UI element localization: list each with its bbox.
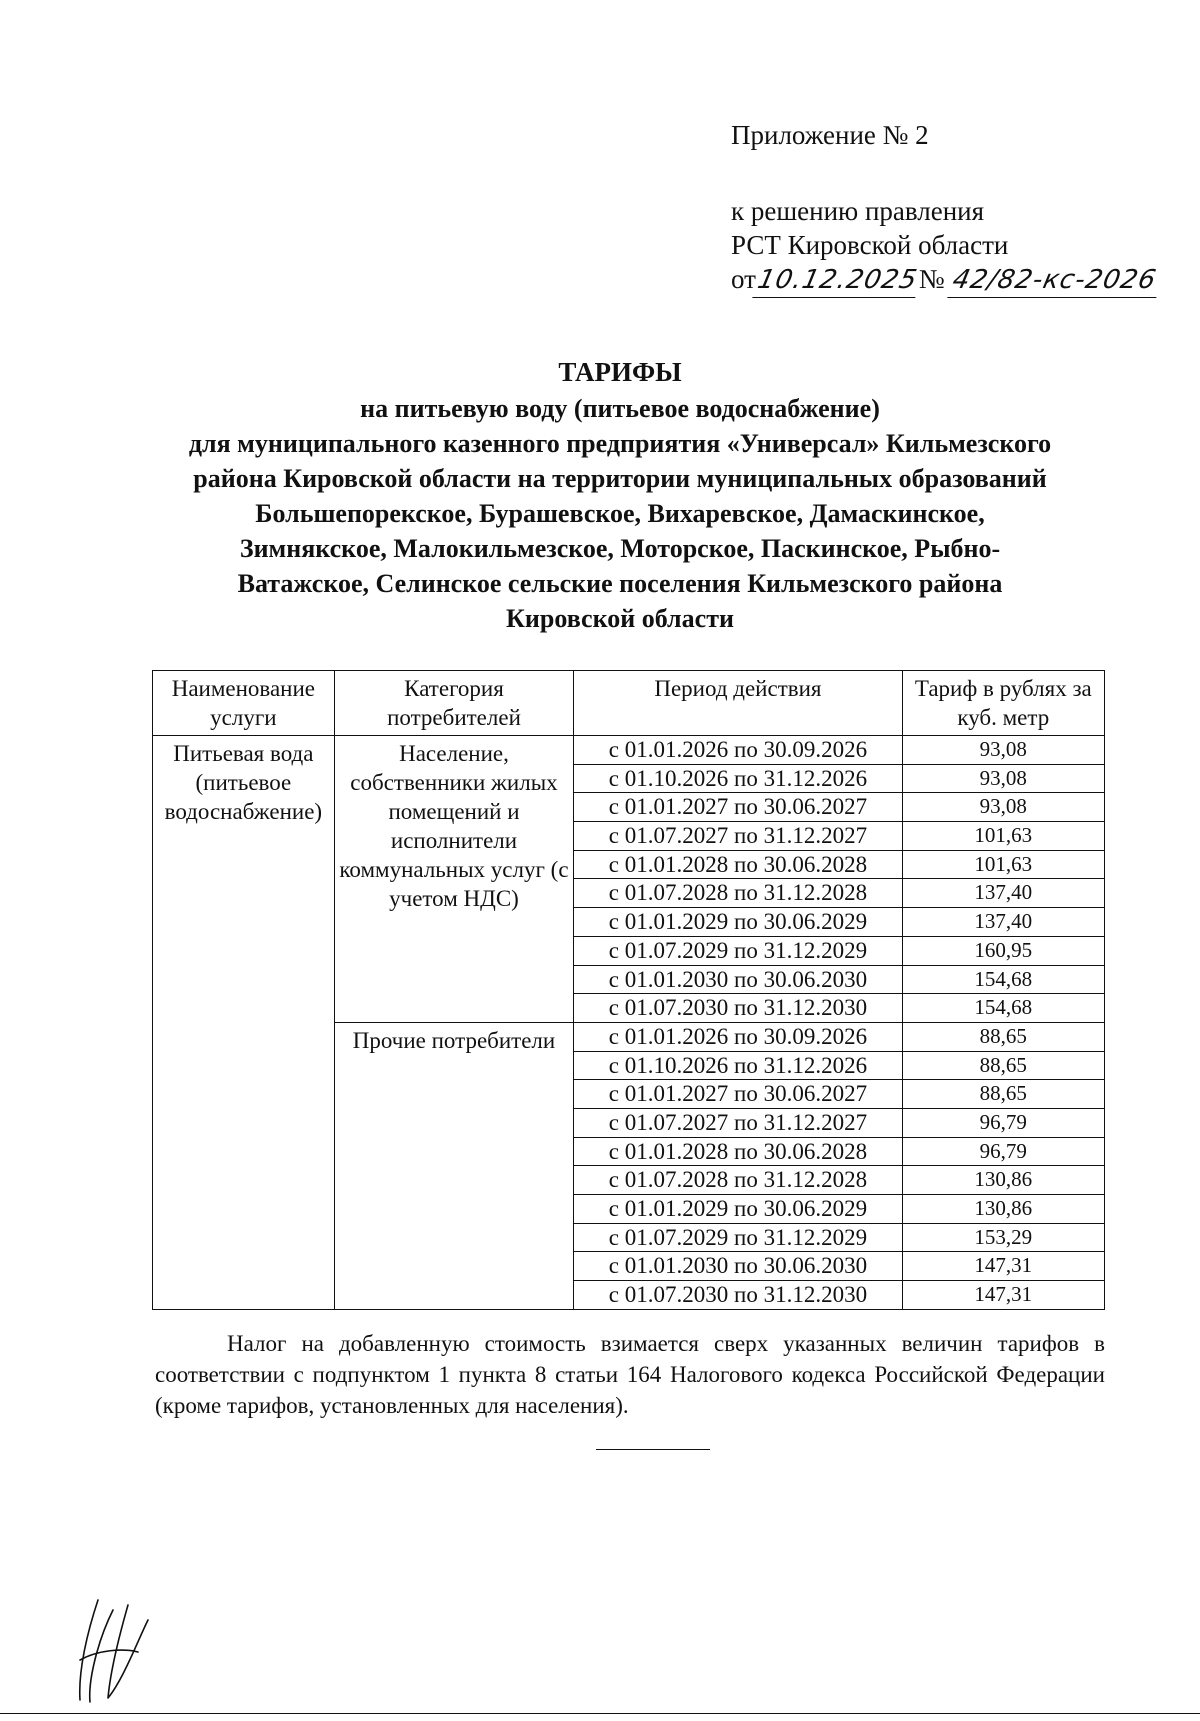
tariff-table	[152, 670, 1105, 1310]
period-cell: с 01.07.2030 по 31.12.2030	[574, 994, 902, 1023]
title-line: для муниципального казенного предприятия «Универсал» Кильмезского	[188, 429, 1052, 458]
table-header-row	[153, 671, 1105, 736]
service-name-cell: Питьевая вода (питьевое водоснабжение)	[153, 736, 335, 1310]
period-cell: с 01.01.2029 по 30.06.2029	[574, 1195, 902, 1224]
period-cell: с 01.01.2030 по 30.06.2030	[574, 1252, 902, 1281]
appendix-header	[731, 118, 1160, 298]
period-cell: с 01.01.2026 по 30.09.2026	[574, 1022, 902, 1051]
period-cell: с 01.07.2028 по 31.12.2028	[574, 879, 902, 908]
period-cell: с 01.10.2026 по 31.12.2026	[574, 1051, 902, 1080]
title-line: на питьевую воду (питьевое водоснабжение)	[360, 394, 880, 423]
tariff-value-cell: 88,65	[902, 1022, 1104, 1051]
tariff-value-cell: 88,65	[902, 1051, 1104, 1080]
page-bottom-rule	[0, 1713, 1200, 1714]
from-label: от	[731, 264, 756, 294]
header-category: Категория потребителей	[334, 671, 574, 736]
header-tariff: Тариф в рублях за куб. метр	[902, 671, 1104, 736]
title-line: района Кировской области на территории муниципальных образований	[193, 464, 1047, 493]
tariff-value-cell: 96,79	[902, 1108, 1104, 1137]
title-line: Кировской области	[506, 604, 734, 633]
period-cell: с 01.01.2028 по 30.06.2028	[574, 850, 902, 879]
tariff-value-cell: 147,31	[902, 1252, 1104, 1281]
document-title	[130, 355, 1110, 636]
period-cell: с 01.07.2029 по 31.12.2029	[574, 1223, 902, 1252]
handwritten-date: 10.12.2025	[752, 263, 922, 298]
period-cell: с 01.07.2028 по 31.12.2028	[574, 1166, 902, 1195]
period-cell: с 01.01.2030 по 30.06.2030	[574, 965, 902, 994]
issuing-authority: РСТ Кировской области	[731, 230, 1009, 260]
closing-rule	[596, 1449, 710, 1450]
tariff-value-cell: 101,63	[902, 822, 1104, 851]
tariff-value-cell: 137,40	[902, 879, 1104, 908]
tariff-value-cell: 101,63	[902, 850, 1104, 879]
consumer-category-cell: Население, собственники жилых помещений и исполнители коммунальных услуг (с учетом НДС)	[334, 736, 574, 1023]
period-cell: с 01.07.2030 по 31.12.2030	[574, 1281, 902, 1310]
tariff-value-cell: 96,79	[902, 1137, 1104, 1166]
decision-date-number	[731, 262, 1160, 298]
tariff-value-cell: 130,86	[902, 1195, 1104, 1224]
period-cell: с 01.10.2026 по 31.12.2026	[574, 764, 902, 793]
number-label: №	[918, 264, 945, 294]
title-line: Ватажское, Селинское сельские поселения Кильмезского района	[237, 569, 1003, 598]
tariff-value-cell: 154,68	[902, 994, 1104, 1023]
tariff-value-cell: 147,31	[902, 1281, 1104, 1310]
tariff-table-body	[153, 736, 1105, 1310]
appendix-number: Приложение № 2	[731, 120, 929, 150]
period-cell: с 01.07.2027 по 31.12.2027	[574, 1108, 902, 1137]
tariff-value-cell: 154,68	[902, 965, 1104, 994]
period-cell: с 01.01.2027 по 30.06.2027	[574, 1080, 902, 1109]
period-cell: с 01.01.2026 по 30.09.2026	[574, 736, 902, 765]
tariff-value-cell: 160,95	[902, 936, 1104, 965]
title-line: Зимнякское, Малокильмезское, Моторское, Паскинское, Рыбно-	[239, 534, 1001, 563]
tariff-value-cell: 137,40	[902, 908, 1104, 937]
tariff-value-cell: 130,86	[902, 1166, 1104, 1195]
title-heading: ТАРИФЫ	[558, 357, 682, 387]
tariff-value-cell: 93,08	[902, 764, 1104, 793]
handwritten-number: 42/82-кс-2026	[948, 263, 1164, 298]
tariff-value-cell: 153,29	[902, 1223, 1104, 1252]
period-cell: с 01.01.2029 по 30.06.2029	[574, 908, 902, 937]
header-service: Наименование услуги	[153, 671, 335, 736]
period-cell: с 01.01.2027 по 30.06.2027	[574, 793, 902, 822]
period-cell: с 01.07.2029 по 31.12.2029	[574, 936, 902, 965]
tariff-value-cell: 93,08	[902, 793, 1104, 822]
title-line: Большепорекское, Бурашевское, Вихаревское, Дамаскинское,	[255, 499, 985, 528]
tariff-value-cell: 88,65	[902, 1080, 1104, 1109]
signature-mark	[68, 1590, 168, 1710]
period-cell: с 01.01.2028 по 30.06.2028	[574, 1137, 902, 1166]
table-row	[153, 736, 1105, 765]
period-cell: с 01.07.2027 по 31.12.2027	[574, 822, 902, 851]
consumer-category-cell: Прочие потребители	[334, 1022, 574, 1309]
tariff-value-cell: 93,08	[902, 736, 1104, 765]
vat-note: Налог на добавленную стоимость взимается сверх указанных величин тарифов в соответствии с подпунктом 1 пункта 8 статьи 164 Налогового кодекса Российской Федерации (кроме тарифов, установленных для населения).	[155, 1331, 1105, 1418]
decision-reference: к решению правления	[731, 196, 985, 226]
header-period: Период действия	[574, 671, 902, 736]
